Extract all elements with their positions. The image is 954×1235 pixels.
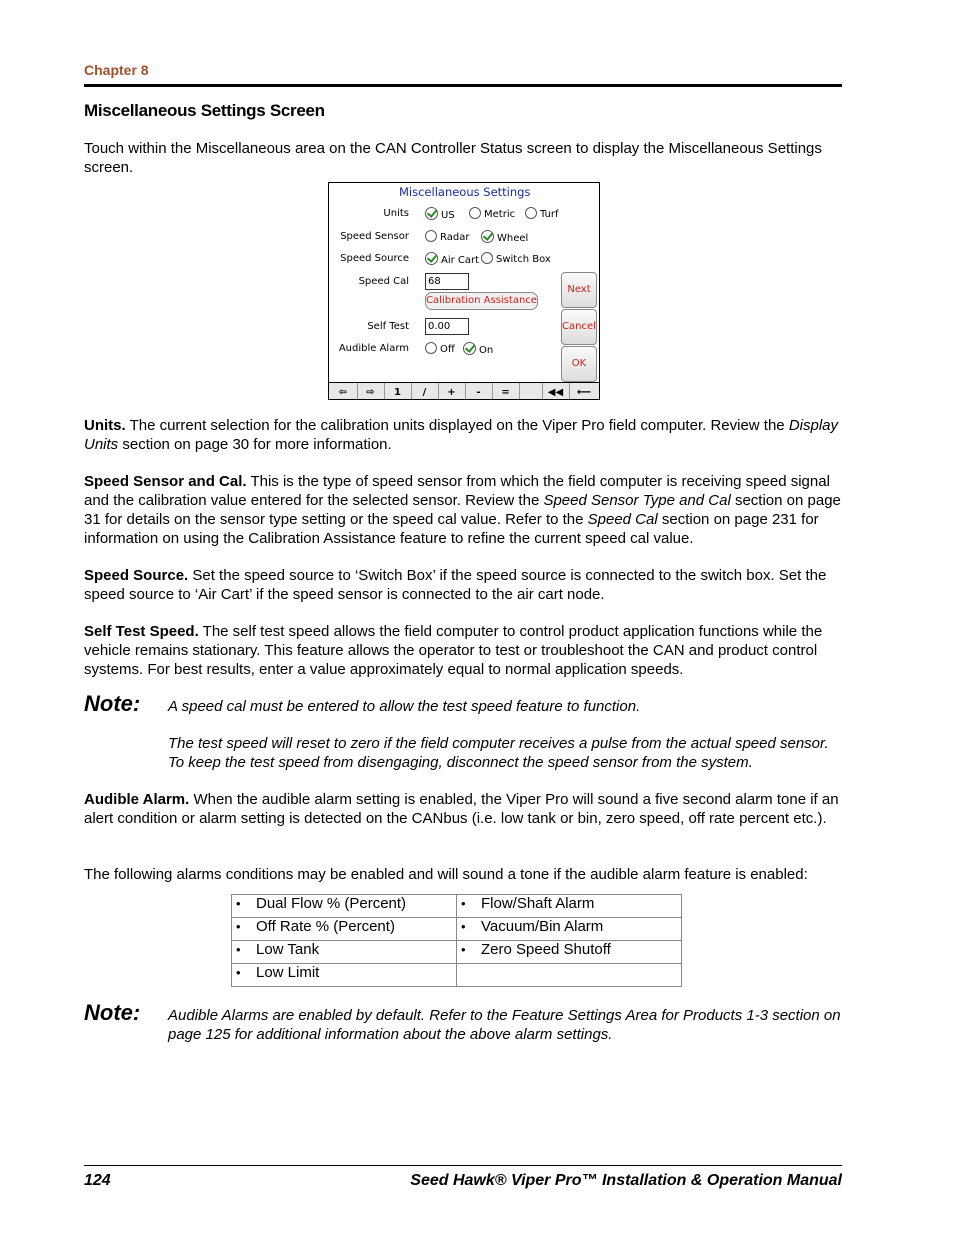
audible-alarm-label: Audible Alarm <box>338 343 409 354</box>
calibration-assistance-button[interactable]: Calibration Assistance <box>425 292 538 310</box>
units-us-option[interactable]: US <box>425 207 455 221</box>
alarm-off-option[interactable]: Off <box>425 342 455 355</box>
checked-radio-icon <box>481 230 494 243</box>
cancel-button[interactable]: Cancel <box>561 309 597 345</box>
note-text: The test speed will reset to zero if the field computer receives a pulse from the actual speed sensor. To keep the test speed from disengaging, disconnect the speed sensor from the system. <box>168 735 829 771</box>
manual-title: Seed Hawk® Viper Pro™ Installation & Operation Manual <box>410 1172 842 1189</box>
radio-icon <box>525 207 537 219</box>
table-row: • Low Tank • Zero Speed Shutoff <box>232 941 682 964</box>
backspace-icon[interactable]: ⟵ <box>576 387 592 398</box>
radio-icon <box>425 342 437 354</box>
alarm-on-option[interactable]: On <box>463 342 493 356</box>
units-paragraph: Units. The current selection for the calibration units displayed on the Viper Pro field computer. Review the Display Units section on page 30 for more information. <box>84 417 839 453</box>
source-switchbox-option[interactable]: Switch Box <box>481 252 551 265</box>
arrow-left-icon[interactable]: ⇦ <box>329 383 358 400</box>
radio-icon <box>469 207 481 219</box>
footer-rule <box>84 1165 842 1166</box>
next-button[interactable]: Next <box>561 272 597 308</box>
checked-radio-icon <box>463 342 476 355</box>
table-row: • Dual Flow % (Percent) • Flow/Shaft Alarm <box>232 895 682 918</box>
screen-title: Miscellaneous Settings <box>399 185 531 199</box>
radio-icon <box>481 252 493 264</box>
note-label: Note: <box>84 691 141 716</box>
note-label: Note: <box>84 1000 141 1025</box>
note-text: Audible Alarms are enabled by default. Refer to the Feature Settings Area for Products 1-3 section on page 125 for additional information about the above alarm settings. <box>168 1007 841 1043</box>
intro-paragraph: Touch within the Miscellaneous area on the CAN Controller Status screen to display the Miscellaneous Settings screen. <box>84 140 822 176</box>
source-aircart-option[interactable]: Air Cart <box>425 252 479 266</box>
chapter-label: Chapter 8 <box>84 62 149 78</box>
toolbar-key[interactable]: + <box>438 383 466 400</box>
units-label: Units <box>383 208 409 219</box>
speed-source-paragraph: Speed Source. Set the speed source to ‘Switch Box’ if the speed source is connected to the switch box. Set the speed source to ‘Air Cart’ if the speed sensor is connected to the air cart node. <box>84 567 827 603</box>
toolbar-key[interactable]: 1 <box>384 383 412 400</box>
alarm-table <box>231 894 682 987</box>
toolbar-key[interactable]: - <box>465 383 493 400</box>
audible-alarm-paragraph: Audible Alarm. When the audible alarm setting is enabled, the Viper Pro will sound a five second alarm tone if an alert condition or alarm setting is detected on the CANbus (i.e. low tank or bin, zero speed, off rate percent etc.). <box>84 791 839 827</box>
self-test-label: Self Test <box>367 321 409 332</box>
misc-settings-screenshot <box>328 182 600 400</box>
units-turf-option[interactable]: Turf <box>525 207 559 220</box>
note-text: A speed cal must be entered to allow the test speed feature to function. <box>168 698 641 715</box>
radio-icon <box>425 230 437 242</box>
speed-sensor-label: Speed Sensor <box>340 231 409 242</box>
toolbar-key[interactable]: = <box>492 383 520 400</box>
speed-cal-label: Speed Cal <box>358 276 409 287</box>
table-row: • Low Limit <box>232 964 682 987</box>
section-title: Miscellaneous Settings Screen <box>84 101 325 120</box>
checked-radio-icon <box>425 252 438 265</box>
self-test-input[interactable]: 0.00 <box>425 318 469 335</box>
speed-cal-input[interactable]: 68 <box>425 273 469 290</box>
sensor-radar-option[interactable]: Radar <box>425 230 469 243</box>
page-number: 124 <box>84 1172 111 1189</box>
double-back-icon[interactable]: ◀◀ <box>542 383 570 400</box>
speed-sensor-paragraph: Speed Sensor and Cal. This is the type of speed sensor from which the field computer is receiving speed signal and the calibration value entered for the selected sensor. Review the Speed Sensor Type and Cal section on page 31 for details on the sensor type setting or the speed cal value. Refer to the Speed Cal section on page 231 for information on using the Calibration Assistance feature to refine the current speed cal value. <box>84 473 841 547</box>
screen-toolbar <box>329 382 599 400</box>
checked-radio-icon <box>425 207 438 220</box>
table-row: • Off Rate % (Percent) • Vacuum/Bin Alarm <box>232 918 682 941</box>
self-test-paragraph: Self Test Speed. The self test speed allows the field computer to control product application functions while the vehicle remains stationary. This feature allows the operator to test or troubleshoot the CAN and product control systems. For best results, enter a value approximately equal to normal application speeds. <box>84 623 823 678</box>
alarm-list-intro: The following alarms conditions may be enabled and will sound a tone if the audible alarm feature is enabled: <box>84 866 808 883</box>
units-metric-option[interactable]: Metric <box>469 207 515 220</box>
ok-button[interactable]: OK <box>561 346 597 382</box>
toolbar-key[interactable]: / <box>411 383 439 400</box>
header-rule <box>84 84 842 87</box>
speed-source-label: Speed Source <box>340 253 409 264</box>
sensor-wheel-option[interactable]: Wheel <box>481 230 528 244</box>
arrow-right-icon[interactable]: ⇨ <box>357 383 385 400</box>
blank-key[interactable] <box>519 383 543 400</box>
